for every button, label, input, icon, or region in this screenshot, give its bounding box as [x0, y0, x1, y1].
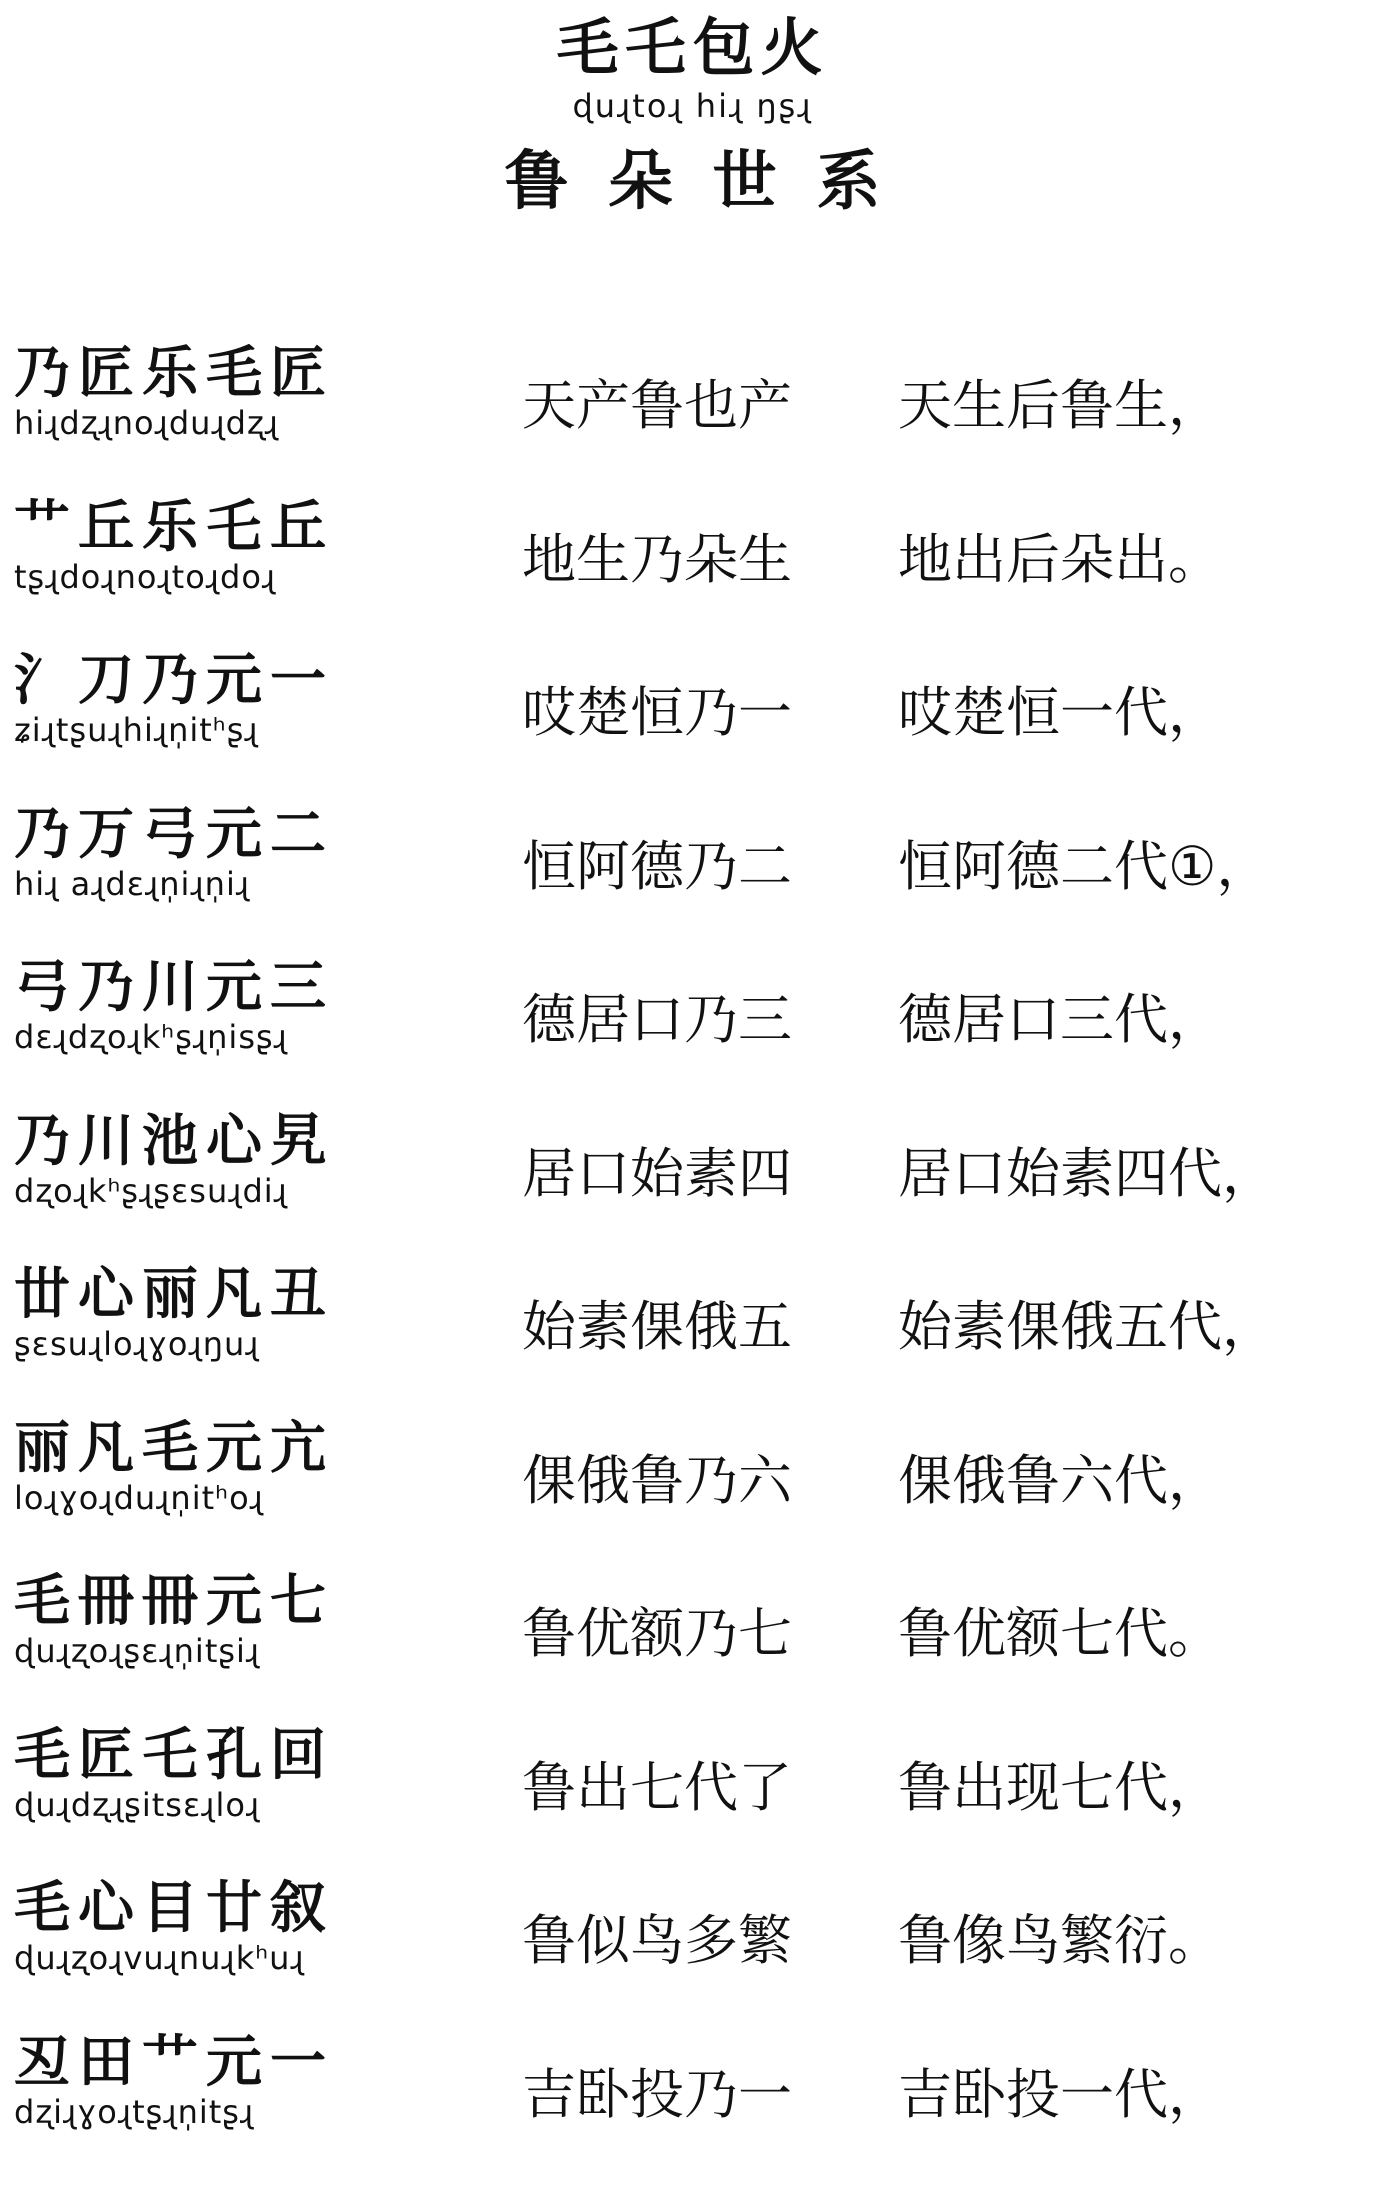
free-translation-cell: [898, 1602, 1222, 1666]
script-glyphs: 丗心丽凡丑: [14, 1263, 334, 1325]
verse-row: [0, 948, 1385, 1102]
free-translation-cell: [898, 528, 1222, 592]
literal-translation: 哎楚恒乃一: [522, 681, 792, 744]
title-script: 毛乇包火: [556, 11, 829, 84]
free-translation: 天生后鲁生，: [898, 374, 1222, 437]
script-cell: [14, 1263, 444, 1363]
script-glyphs: 毛匠乇孔回: [14, 1723, 334, 1786]
script-glyphs: 氵刀乃元一: [14, 649, 334, 711]
free-translation-cell: [898, 835, 1270, 899]
script-cell: [14, 803, 444, 903]
script-phonetic: hiɻ aɻdɛɻn̩iɻn̩iɻ: [14, 864, 251, 903]
literal-translation: 始素倮俄五: [522, 1295, 792, 1358]
free-translation-cell: [898, 1295, 1276, 1359]
script-phonetic: dɛɻdʐoɻkʰʂɻn̩isʂɻ: [14, 1018, 288, 1056]
free-translation-cell: [898, 1756, 1222, 1820]
script-phonetic: ʑiɻtʂuɻhiɻn̩itʰʂɻ: [14, 711, 259, 749]
verse-row: [0, 1255, 1385, 1409]
page-title: 鲁朵世系: [504, 145, 921, 219]
verse-row: [0, 1562, 1385, 1716]
verse-row: [0, 1409, 1385, 1563]
literal-translation: 地生乃朵生: [522, 527, 792, 591]
script-phonetic: dʐoɻkʰʂɻʂɛsuɻdiɻ: [14, 1171, 288, 1210]
script-phonetic: ʂɛsuɻloɻɣoɻŋuɻ: [14, 1325, 260, 1363]
script-cell: [14, 342, 444, 442]
script-cell: [14, 1110, 444, 1210]
free-translation: 倮俄鲁六代，: [898, 1448, 1222, 1512]
verse-row: [0, 1869, 1385, 2023]
free-translation-cell: [898, 374, 1222, 438]
script-phonetic: ɖuɻdʐɻʂitsɛɻloɻ: [14, 1785, 261, 1824]
free-translation-cell: [898, 1142, 1276, 1206]
script-cell: [14, 1877, 444, 1977]
free-translation: 哎楚恒一代，: [898, 681, 1222, 744]
verse-row: [0, 1716, 1385, 1870]
footnote-marker: ①，: [1168, 834, 1271, 898]
script-cell: [14, 1570, 444, 1670]
script-glyphs: 弓乃川元三: [14, 956, 334, 1018]
literal-translation: 倮俄鲁乃六: [522, 1448, 792, 1512]
free-translation: 恒阿德二代: [898, 834, 1168, 898]
script-cell: [14, 2031, 444, 2131]
verse-row: [0, 334, 1385, 488]
script-phonetic: loɻɣoɻduɻn̩itʰoɻ: [14, 1478, 264, 1517]
script-phonetic: ɖuɻʐoɻʂɛɻn̩itʂiɻ: [14, 1632, 261, 1670]
script-glyphs: 丒田艹元一: [14, 2030, 334, 2093]
script-phonetic: dʐiɻɣoɻtʂɻn̩itʂɻ: [14, 2092, 255, 2131]
title-block: [0, 12, 1385, 222]
verse-row: [0, 2023, 1385, 2177]
free-translation: 居口始素四代，: [898, 1141, 1276, 1205]
free-translation: 鲁像鸟繁衍。: [898, 1909, 1222, 1972]
free-translation-cell: [898, 988, 1222, 1052]
free-translation-cell: [898, 681, 1222, 745]
script-glyphs: 乃川池心旯: [14, 1109, 334, 1172]
script-phonetic: tʂɻdoɻnoɻtoɻdoɻ: [14, 557, 277, 596]
script-phonetic: hiɻdʐɻnoɻduɻdʐɻ: [14, 404, 280, 442]
free-translation: 鲁出现七代，: [898, 1755, 1222, 1819]
literal-translation: 天产鲁也产: [522, 374, 792, 437]
free-translation-cell: [898, 1909, 1222, 1973]
script-glyphs: 丽凡毛元亢: [14, 1416, 334, 1479]
script-glyphs: 乃匠乐毛匠: [14, 342, 334, 404]
script-cell: [14, 649, 444, 749]
verse-list: [0, 334, 1385, 2176]
script-phonetic: ɖuɻʐoɻvuɻnuɻkʰuɻ: [14, 1939, 305, 1977]
script-cell: [14, 956, 444, 1056]
verse-row: [0, 1102, 1385, 1256]
free-translation: 鲁优额七代。: [898, 1602, 1222, 1665]
title-phonetic: ɖuɻtoɻ hiɻ ŋʂɻ: [572, 87, 813, 125]
free-translation: 德居口三代，: [898, 988, 1222, 1051]
literal-translation: 吉卧投乃一: [522, 2062, 792, 2126]
script-cell: [14, 1724, 444, 1824]
literal-translation: 恒阿德乃二: [522, 834, 792, 898]
script-glyphs: 毛心目廿叙: [14, 1877, 334, 1939]
script-cell: [14, 1417, 444, 1517]
script-glyphs: 毛冊冊元七: [14, 1570, 334, 1632]
script-glyphs: 艹丘乐乇丘: [14, 495, 334, 558]
literal-translation: 鲁似鸟多繁: [522, 1909, 792, 1972]
verse-row: [0, 488, 1385, 642]
literal-translation: 德居口乃三: [522, 988, 792, 1051]
free-translation-cell: [898, 1449, 1222, 1513]
verse-row: [0, 641, 1385, 795]
literal-translation: 鲁优额乃七: [522, 1602, 792, 1665]
free-translation: 始素倮俄五代，: [898, 1295, 1276, 1358]
free-translation: 吉卧投一代，: [898, 2062, 1222, 2126]
literal-translation: 鲁出七代了: [522, 1755, 792, 1819]
literal-translation: 居口始素四: [522, 1141, 792, 1205]
verse-row: [0, 795, 1385, 949]
script-glyphs: 乃万弓元二: [14, 802, 334, 865]
free-translation-cell: [898, 2063, 1222, 2127]
script-cell: [14, 496, 444, 596]
free-translation: 地出后朵出。: [898, 527, 1222, 591]
